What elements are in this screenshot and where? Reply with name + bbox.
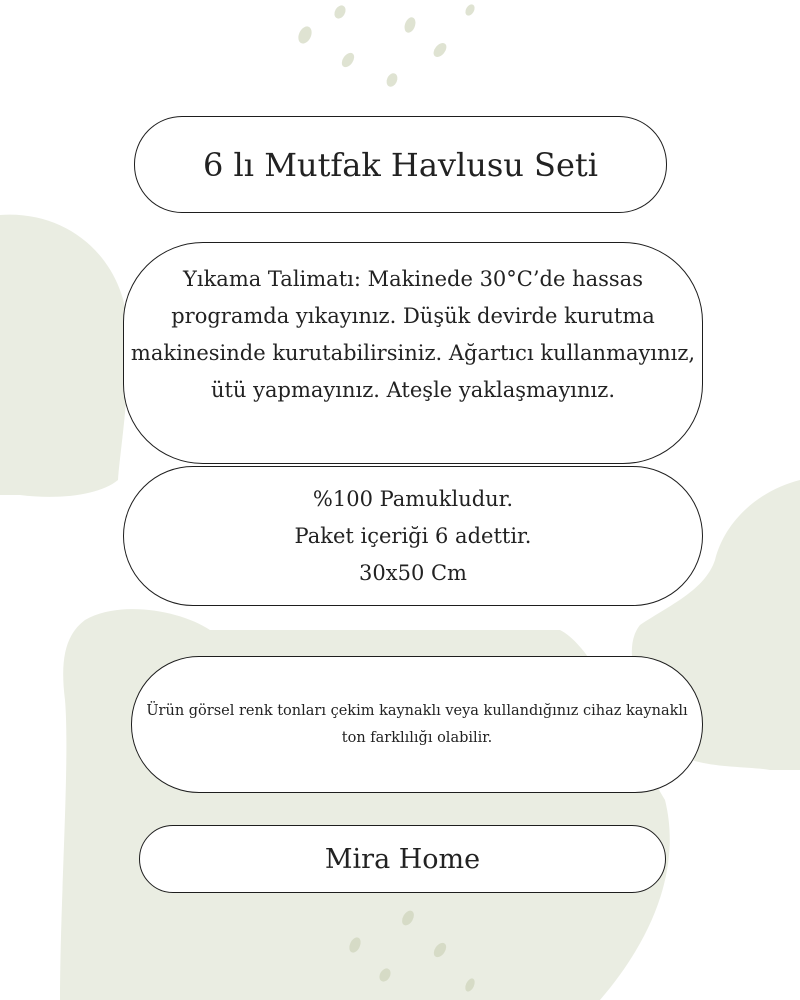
package-content-text: Paket içeriği 6 adettir.	[294, 523, 532, 548]
washing-instructions-text: Yıkama Talimatı: Makinede 30°C’de hassas programda yıkayınız. Düşük devirde kurutma makinesinde kurutabilirsiniz. Ağartıcı kullanmayınız, ütü yapmayınız. Ateşle yaklaşmayınız.	[130, 267, 696, 402]
disclaimer-box	[131, 656, 703, 793]
title-box	[134, 116, 667, 213]
disclaimer-text: Ürün görsel renk tonları çekim kaynaklı veya kullandığınız cihaz kaynaklı ton farklılığı olabilir.	[146, 702, 688, 746]
left-blob	[0, 215, 128, 497]
washing-instructions-box	[123, 242, 703, 464]
leaf-pattern-top	[296, 3, 477, 89]
material-info-box	[123, 466, 703, 606]
brand-box	[139, 825, 666, 893]
brand-name: Mira Home	[324, 843, 481, 875]
size-text: 30x50 Cm	[359, 560, 467, 585]
material-text: %100 Pamukludur.	[312, 486, 514, 511]
product-title: 6 lı Mutfak Havlusu Seti	[203, 145, 598, 184]
